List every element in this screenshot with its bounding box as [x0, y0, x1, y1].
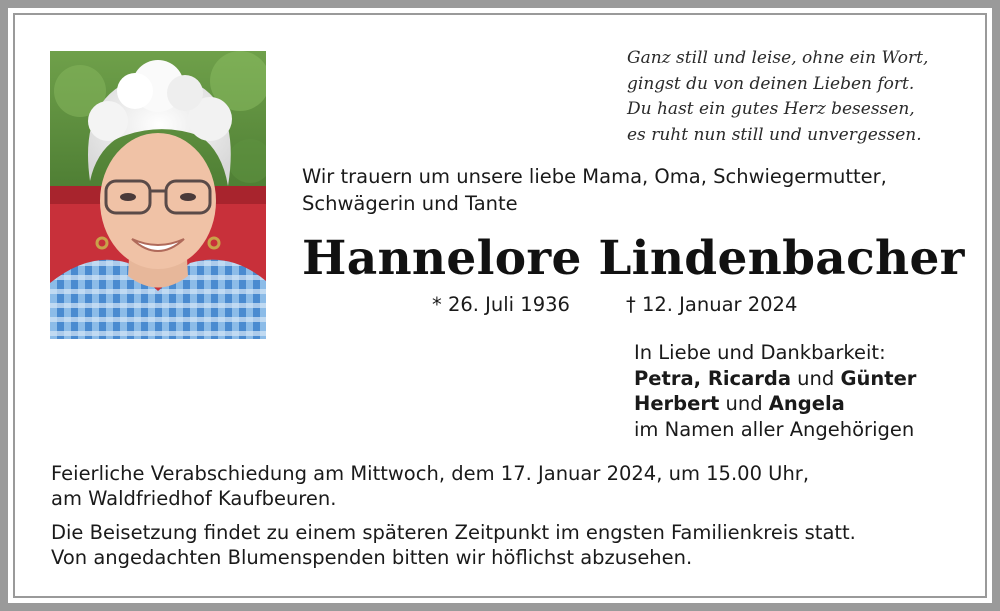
conjunction: und [719, 392, 769, 415]
poem-line: es ruht nun still und unvergessen. [627, 124, 922, 145]
mourning-intro [302, 163, 982, 217]
signers-block [634, 340, 974, 442]
poem-line: gingst du von deinen Lieben fort. [627, 73, 915, 94]
deceased-name: Hannelore Lindenbacher [302, 231, 965, 286]
separator: , [693, 366, 708, 390]
birth-date: * 26. Juli 1936 [432, 293, 570, 316]
poem-line: Du hast ein gutes Herz besessen, [627, 99, 915, 119]
burial-line: Von angedachten Blumenspenden bitten wir höflichst abzusehen. [51, 546, 693, 569]
ceremony-line: am Waldfriedhof Kaufbeuren. [51, 487, 337, 510]
signer-name: Günter [840, 366, 917, 390]
signers-heading: In Liebe und Dankbarkeit: [634, 341, 886, 364]
burial-line: Die Beisetzung findet zu einem späteren Zeitpunkt im engsten Familienkreis statt. [51, 521, 856, 544]
ceremony-line: Feierliche Verabschiedung am Mittwoch, dem 17. Januar 2024, um 15.00 Uhr, [51, 462, 810, 485]
signer-name: Angela [768, 392, 845, 415]
signer-name: Petra [634, 366, 694, 390]
intro-line: Wir trauern um unsere liebe Mama, Oma, Schwiegermutter, [302, 165, 887, 188]
signer-name: Herbert [634, 392, 720, 415]
poem [627, 46, 967, 148]
death-date: † 12. Januar 2024 [626, 293, 798, 316]
spacer [51, 511, 971, 520]
portrait-photo [50, 51, 266, 339]
ceremony-info [51, 461, 971, 570]
signers-line [634, 366, 974, 392]
intro-line: Schwägerin und Tante [302, 192, 518, 215]
signers-line [634, 391, 974, 417]
signers-footer: im Namen aller Angehörigen [634, 417, 915, 441]
poem-line: Ganz still und leise, ohne ein Wort, [627, 48, 929, 68]
signer-name: Ricarda [707, 366, 791, 390]
conjunction: und [790, 366, 841, 390]
